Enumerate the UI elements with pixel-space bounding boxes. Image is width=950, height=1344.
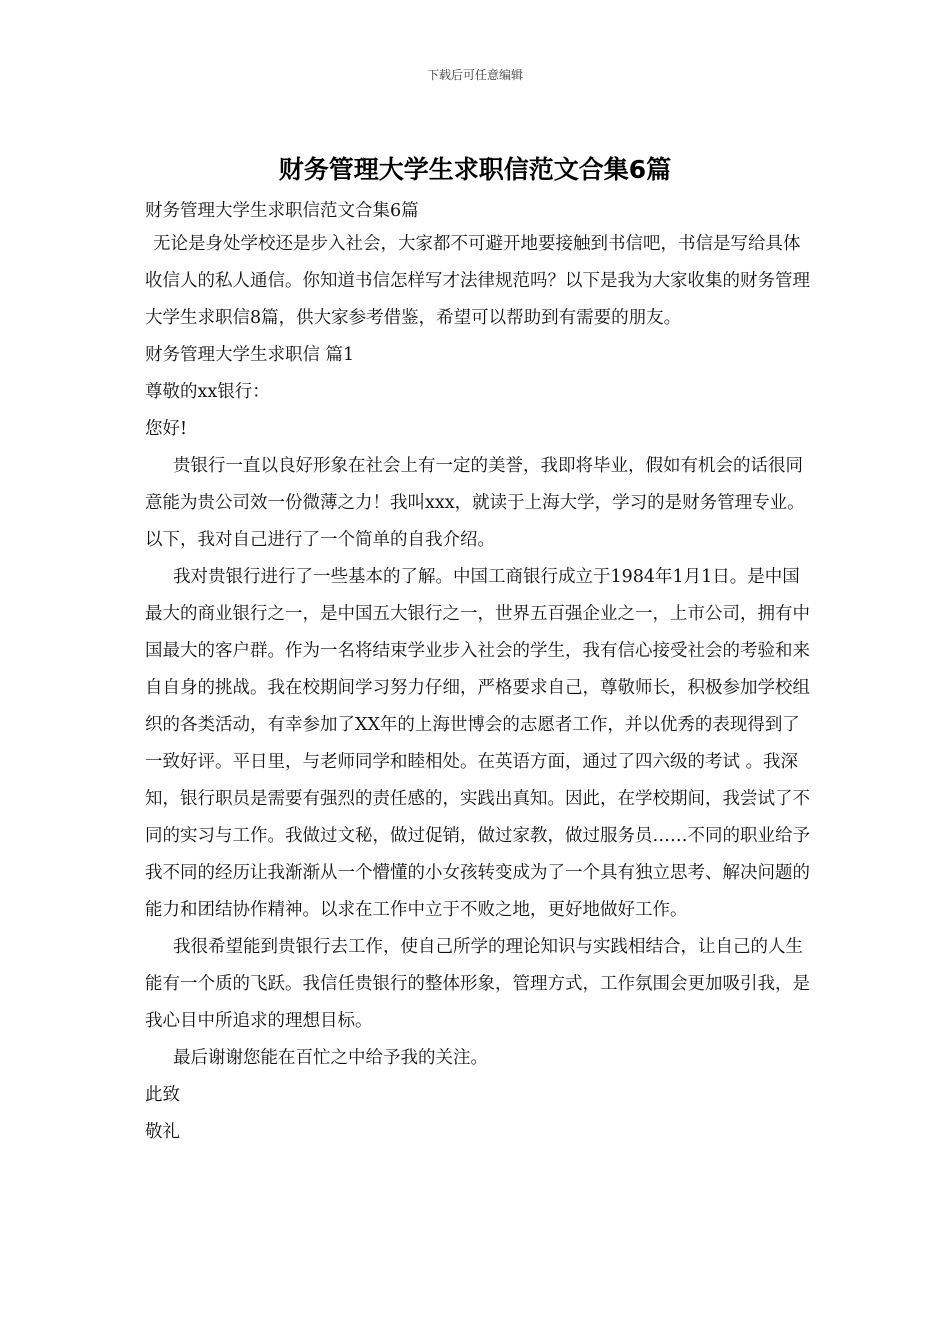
- document-subtitle: 财务管理大学生求职信范文合集6篇: [145, 201, 419, 221]
- intro-paragraph: 无论是身处学校还是步入社会，大家都不可避开地要接触到书信吧，书信是写给具体收信人的私人通信。你知道书信怎样写才法律规范吗？以下是我为大家收集的财务管理大学生求职信8篇，供大家参考借鉴，希望可以帮助到有需要的朋友。: [145, 234, 810, 328]
- body-paragraph: 我很希望能到贵银行去工作，使自己所学的理论知识与实践相结合，让自己的人生能有一个质的飞跃。我信任贵银行的整体形象，管理方式，工作氛围会更加吸引我，是我心目中所追求的理想目标。: [145, 937, 810, 1031]
- closing-line-2: 敬礼: [145, 1122, 180, 1142]
- closing-line-1: 此致: [145, 1085, 180, 1105]
- header-note: 下载后可任意编辑: [426, 68, 523, 82]
- document-body: [145, 196, 815, 1151]
- document-title: 财务管理大学生求职信范文合集6篇: [278, 155, 672, 184]
- letter-greeting: 您好!: [145, 419, 188, 439]
- body-paragraph: 贵银行一直以良好形象在社会上有一定的美誉，我即将毕业，假如有机会的话很同意能为贵公司效一份微薄之力！我叫xxx，就读于上海大学，学习的是财务管理专业。以下，我对自己进行了一个简单的自我介绍。: [145, 456, 805, 550]
- body-paragraph: 最后谢谢您能在百忙之中给予我的关注。: [173, 1048, 488, 1068]
- body-paragraph: 我对贵银行进行了一些基本的了解。中国工商银行成立于1984年1月1日。是中国最大的商业银行之一，是中国五大银行之一，世界五百强企业之一，上市公司，拥有中国最大的客户群。作为一名将结束学业步入社会的学生，我有信心接受社会的考验和来自自身的挑战。我在校期间学习努力仔细，严格要求自己，尊敬师长，积极参加学校组织的各类活动，有幸参加了XX年的上海世博会的志愿者工作，并以优秀的表现得到了一致好评。平日里，与老师同学和睦相处。在英语方面，通过了四六级的考试 。我深知，银行职员是需要有强烈的责任感的，实践出真知。因此，在学校期间，我尝试了不同的实习与工作。我做过文秘，做过促销，做过家教，做过服务员……不同的职业给予我不同的经历让我渐渐从一个懵懂的小女孩转变成为了一个具有独立思考、解决问题的能力和团结协作精神。以求在工作中立于不败之地，更好地做好工作。: [145, 567, 810, 920]
- letter-salutation: 尊敬的xx银行：: [145, 382, 270, 402]
- section-heading: 财务管理大学生求职信 篇1: [145, 345, 355, 365]
